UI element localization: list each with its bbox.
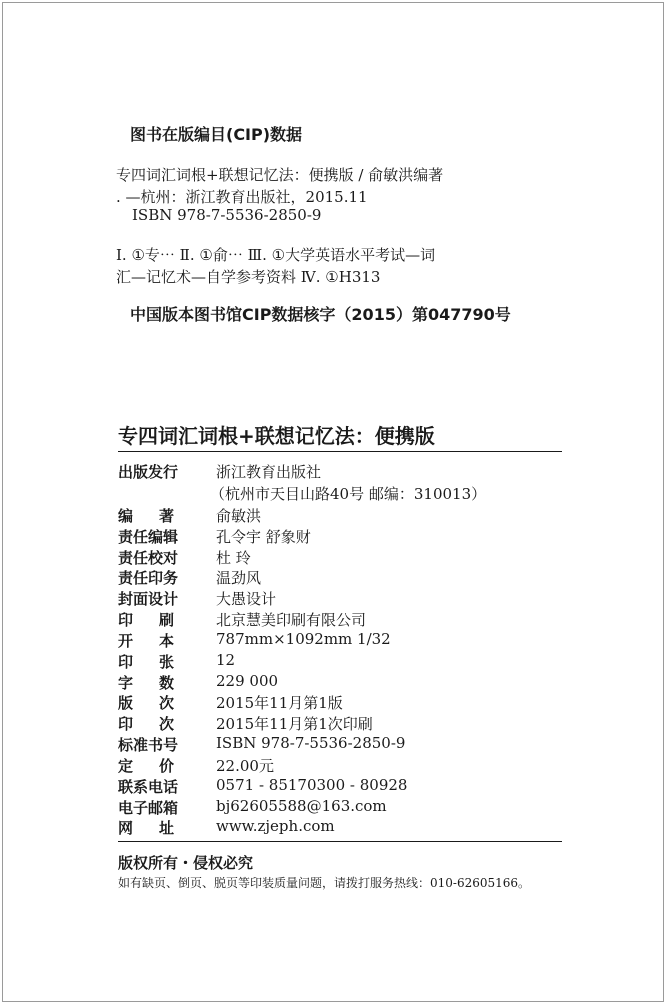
detail-label: 编著 (118, 507, 201, 525)
detail-label: 责任编辑 (118, 528, 179, 546)
service-hotline-notice: 如有缺页、倒页、脱页等印装质量问题，请拨打服务热线：010-62605166。 (118, 876, 531, 890)
detail-value: 787mm×1092mm 1/32 (216, 630, 391, 648)
detail-label: 标准书号 (118, 736, 179, 754)
detail-value: 12 (216, 651, 236, 669)
detail-label: 印张 (118, 653, 201, 671)
detail-label: 封面设计 (118, 590, 179, 608)
detail-value: 2015年11月第1次印刷 (216, 715, 373, 733)
detail-value: 温劲风 (216, 569, 262, 587)
detail-value: 0571 - 85170300 - 80928 (216, 776, 408, 794)
detail-value: 杜 玲 (216, 549, 251, 567)
detail-value: 22.00元 (216, 757, 274, 775)
cip-title-line: 专四词汇词根+联想记忆法：便携版 / 俞敏洪编著 (116, 166, 444, 184)
detail-value: 浙江教育出版社 (216, 463, 322, 481)
detail-label: 定价 (118, 757, 201, 775)
detail-value: www.zjeph.com (216, 817, 335, 835)
detail-value: ISBN 978-7-5536-2850-9 (216, 734, 406, 752)
detail-value: 大愚设计 (216, 590, 277, 608)
copyright-statement: 版权所有・侵权必究 (118, 854, 254, 872)
detail-value: 孔令宇 舒象财 (216, 528, 311, 546)
cip-classification-line-1: Ⅰ. ①专⋯ Ⅱ. ①俞⋯ Ⅲ. ①大学英语水平考试—词 (116, 246, 436, 264)
detail-label: 联系电话 (118, 778, 179, 796)
detail-label: 电子邮箱 (118, 799, 179, 817)
detail-label: 责任印务 (118, 569, 179, 587)
cip-approval-number: 中国版本图书馆CIP数据核字（2015）第047790号 (130, 305, 511, 324)
detail-label: 印刷 (118, 611, 201, 629)
cip-isbn-line: ISBN 978-7-5536-2850-9 (132, 206, 322, 224)
book-title: 专四词汇词根+联想记忆法：便携版 (118, 424, 435, 448)
detail-label: 网址 (118, 819, 201, 837)
detail-label: 印次 (118, 715, 201, 733)
detail-value: 俞敏洪 (216, 507, 262, 525)
detail-value: 229 000 (216, 672, 279, 690)
detail-label: 责任校对 (118, 549, 179, 567)
cip-publisher-line: . —杭州：浙江教育出版社，2015.11 (116, 188, 368, 206)
detail-label: 开本 (118, 632, 201, 650)
detail-value: 2015年11月第1版 (216, 694, 343, 712)
details-bottom-rule (118, 841, 562, 842)
title-rule (118, 451, 562, 452)
cip-classification-line-2: 汇—记忆术—自学参考资料 Ⅳ. ①H313 (116, 268, 381, 286)
detail-label: 版次 (118, 694, 201, 712)
detail-value: bj62605588@163.com (216, 797, 387, 815)
cip-heading: 图书在版编目(CIP)数据 (130, 125, 303, 144)
detail-label: 出版发行 (118, 463, 179, 481)
detail-value: 北京慧美印刷有限公司 (216, 611, 367, 629)
detail-value: （杭州市天目山路40号 邮编：310013） (210, 485, 487, 503)
detail-label: 字数 (118, 674, 201, 692)
